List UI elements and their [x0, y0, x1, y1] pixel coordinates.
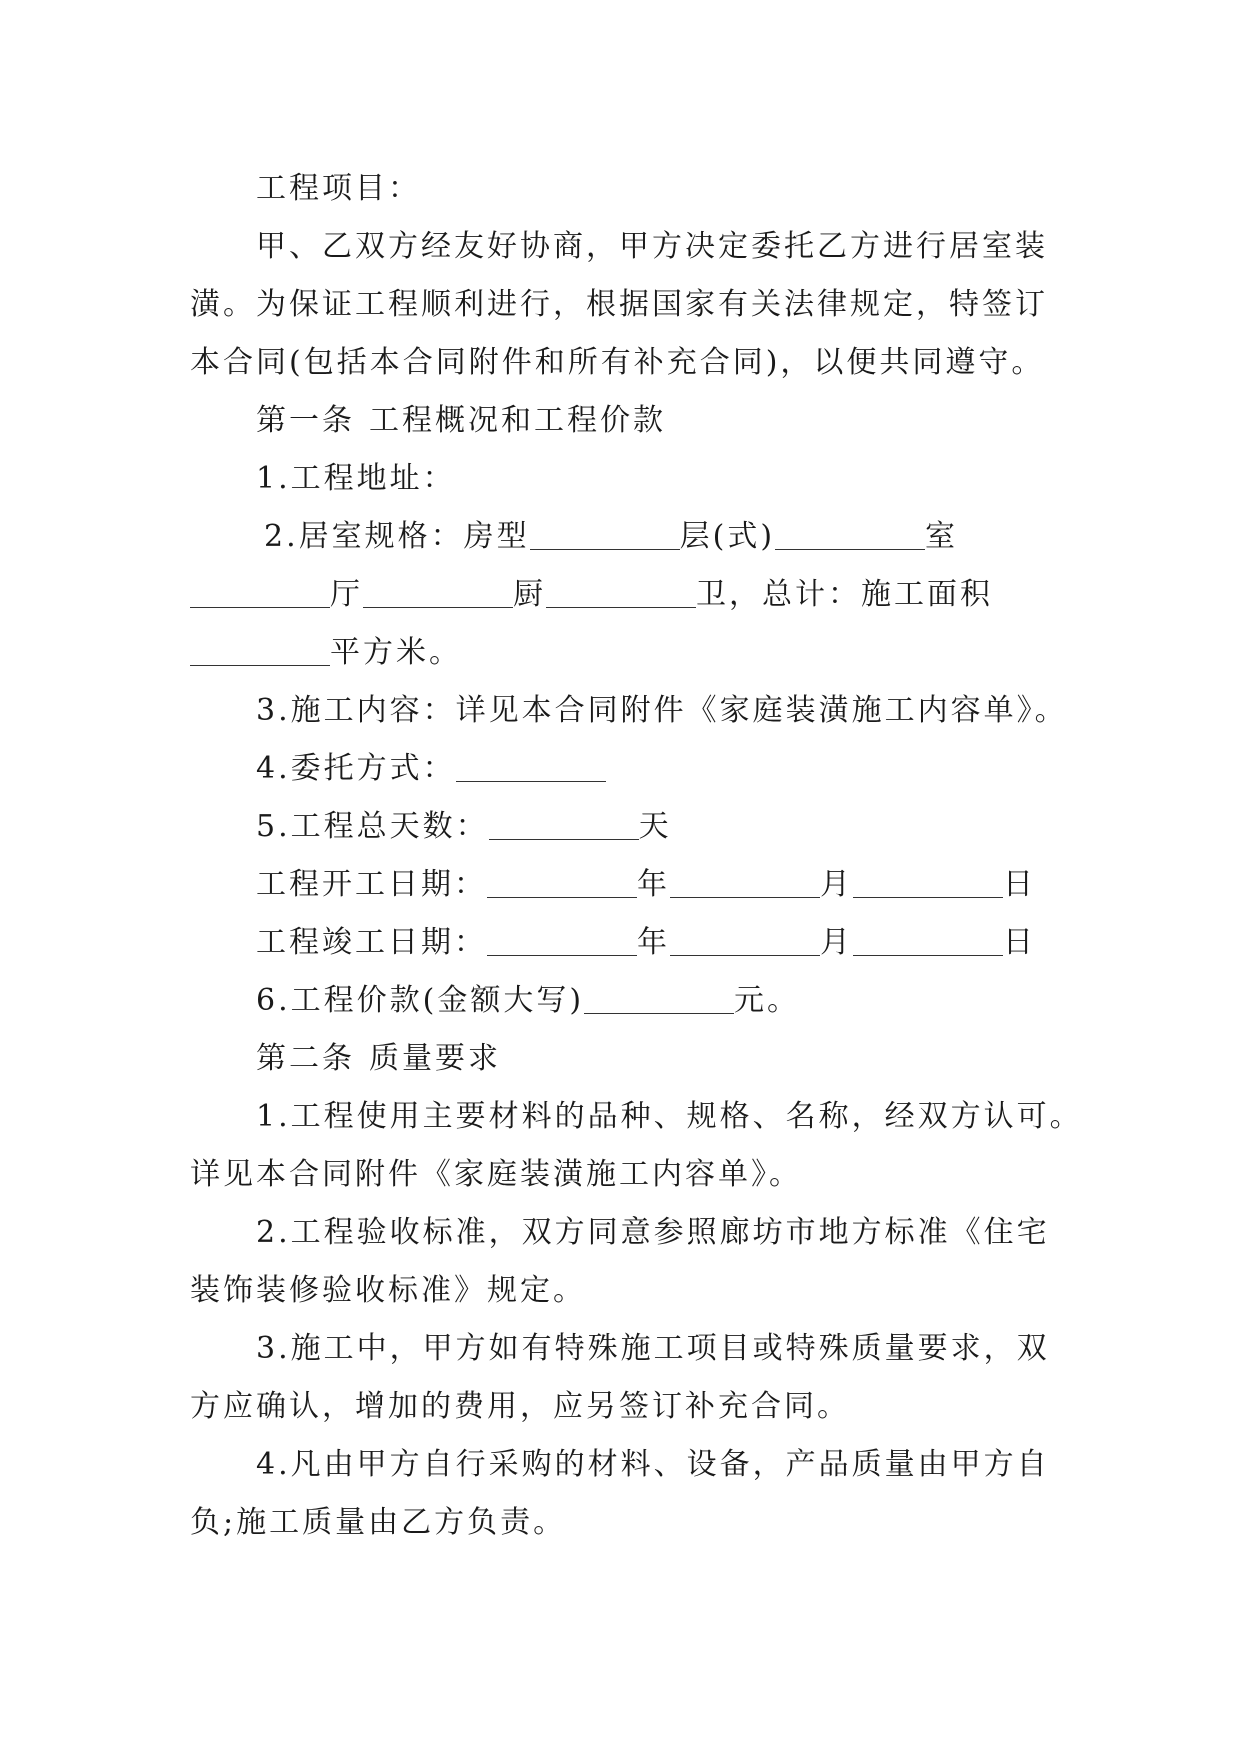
end-year-blank[interactable] — [487, 927, 637, 956]
article-2-title: 质量要求 — [369, 1041, 501, 1076]
total-days-label: 5.工程总天数： — [256, 809, 489, 844]
contract-body — [190, 160, 1083, 1552]
item-room-spec-line-1 — [190, 508, 1050, 566]
article-1-number: 第一条 — [256, 403, 355, 438]
intro-line-3: 本合同(包括本合同附件和所有补充合同)，以便共同遵守。 — [190, 345, 1045, 380]
room-type-blank[interactable] — [530, 521, 680, 550]
price-label: 6.工程价款(金额大写) — [256, 983, 585, 1018]
total-days-blank[interactable] — [489, 811, 639, 840]
commission-label: 4.委托方式： — [256, 751, 456, 786]
quality-item-2-line-2: 装饰装修验收标准》规定。 — [190, 1273, 586, 1308]
quality-item-1-line-2: 详见本合同附件《家庭装潢施工内容单》。 — [190, 1157, 802, 1192]
commission-blank[interactable] — [456, 753, 606, 782]
intro-line-1: 甲、乙双方经友好协商，甲方决定委托乙方进行居室装 — [256, 229, 1048, 264]
item-content: 3.施工内容：详见本合同附件《家庭装潢施工内容单》。 — [256, 693, 1068, 728]
area-blank[interactable] — [190, 637, 330, 666]
quality-item-3-line-1: 3.施工中，甲方如有特殊施工项目或特殊质量要求，双 — [256, 1331, 1050, 1366]
project-label: 工程项目： — [256, 171, 421, 206]
kitchen-blank[interactable] — [546, 579, 696, 608]
bath-area-label: 卫，总计：施工面积 — [696, 577, 993, 612]
end-day-unit: 日 — [1003, 925, 1036, 960]
quality-item-4-line-1: 4.凡由甲方自行采购的材料、设备，产品质量由甲方自 — [256, 1447, 1050, 1482]
hall-label: 厅 — [330, 577, 363, 612]
quality-item-4-line-2: 负;施工质量由乙方负责。 — [190, 1505, 567, 1540]
price-blank[interactable] — [584, 985, 734, 1014]
article-1-title: 工程概况和工程价款 — [369, 403, 666, 438]
room-spec-prefix: 2.居室规格：房型 — [264, 519, 530, 554]
end-date-line — [190, 914, 1050, 972]
article-2-heading — [190, 1030, 1050, 1088]
item-room-spec-line-3 — [190, 624, 1050, 682]
end-day-blank[interactable] — [853, 927, 1003, 956]
end-month-unit: 月 — [820, 925, 853, 960]
item-address: 1.工程地址： — [256, 461, 456, 496]
quality-item-3-line-2: 方应确认，增加的费用，应另签订补充合同。 — [190, 1389, 850, 1424]
item-price — [190, 972, 1050, 1030]
start-day-unit: 日 — [1003, 867, 1036, 902]
article-2-number: 第二条 — [256, 1041, 355, 1076]
start-year-blank[interactable] — [487, 869, 637, 898]
days-unit: 天 — [638, 809, 672, 844]
sqm-label: 平方米。 — [330, 635, 462, 670]
room-layer-blank[interactable] — [775, 521, 925, 550]
item-commission — [190, 740, 1050, 798]
start-date-line — [190, 856, 1050, 914]
article-1-heading — [190, 392, 1050, 450]
quality-item-2-line-1: 2.工程验收标准，双方同意参照廊坊市地方标准《住宅 — [256, 1215, 1050, 1250]
item-room-spec-line-2 — [190, 566, 1050, 624]
start-month-blank[interactable] — [670, 869, 820, 898]
item-total-days — [190, 798, 1050, 856]
start-date-label: 工程开工日期： — [256, 867, 487, 902]
start-year-unit: 年 — [637, 867, 670, 902]
intro-line-2: 潢。为保证工程顺利进行，根据国家有关法律规定，特签订 — [190, 287, 1048, 322]
start-month-unit: 月 — [820, 867, 853, 902]
room-count-label: 室 — [925, 519, 959, 554]
quality-item-1-line-1: 1.工程使用主要材料的品种、规格、名称，经双方认可。 — [256, 1099, 1083, 1134]
end-date-label: 工程竣工日期： — [256, 925, 487, 960]
room-count-blank[interactable] — [190, 579, 330, 608]
start-day-blank[interactable] — [853, 869, 1003, 898]
end-year-unit: 年 — [637, 925, 670, 960]
kitchen-label: 厨 — [513, 577, 546, 612]
end-month-blank[interactable] — [670, 927, 820, 956]
hall-blank[interactable] — [363, 579, 513, 608]
price-unit: 元。 — [734, 983, 801, 1018]
room-layer-label: 层(式) — [679, 519, 776, 554]
